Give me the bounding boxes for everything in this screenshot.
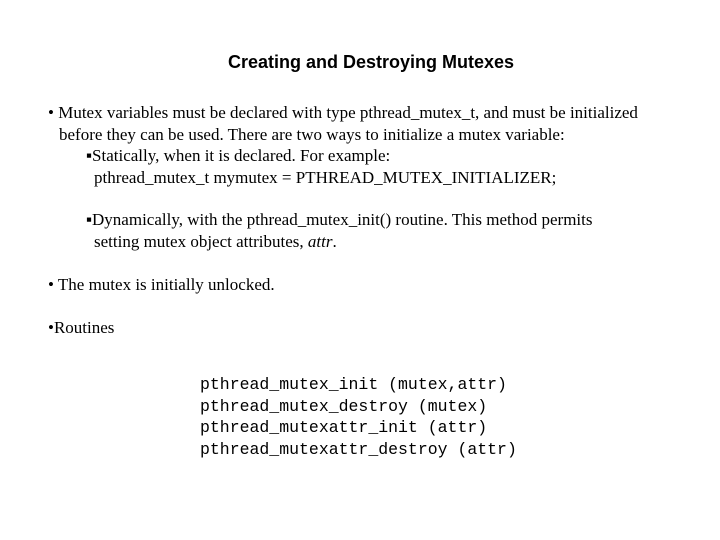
square-bullet-marker: ▪: [86, 146, 93, 165]
routine-line: pthread_mutex_init (mutex,attr): [200, 375, 507, 394]
routines-code-block: [200, 374, 517, 460]
attr-italic: attr: [307, 231, 333, 251]
bullet-routines: [48, 317, 114, 339]
text-suffix: .: [332, 231, 337, 251]
bullet-initially-unlocked: [48, 274, 275, 296]
bullet-marker: •: [48, 318, 54, 337]
text-prefix: setting mutex object attributes,: [94, 231, 308, 251]
bullet-marker: •: [48, 275, 54, 294]
sub-bullet-line: [86, 145, 686, 167]
bullet-text: Routines: [53, 318, 115, 337]
slide-title: Creating and Destroying Mutexes: [227, 52, 515, 72]
bullet-text: Mutex variables must be declared with type pthread_mutex_t, and must be initialized: [58, 103, 638, 122]
square-bullet-marker: ▪: [86, 210, 93, 229]
bullet-text-continued: before they can be used. There are two ways to initialize a mutex variable:: [59, 124, 565, 144]
sub-bullet-text-continued: [86, 231, 686, 253]
sub-bullet-text: Dynamically, with the pthread_mutex_init() routine. This method permits: [92, 210, 593, 229]
static-init-example: pthread_mutex_t mymutex = PTHREAD_MUTEX_INITIALIZER;: [94, 167, 557, 187]
bullet-marker: •: [48, 103, 54, 122]
sub-bullet-static: [86, 145, 686, 188]
sub-bullet-dynamic: [86, 209, 686, 252]
bullet-line: [48, 102, 708, 124]
bullet-mutex-declaration: [48, 102, 708, 145]
routine-line: pthread_mutexattr_destroy (attr): [200, 439, 517, 459]
sub-bullet-text: Statically, when it is declared. For example:: [92, 146, 391, 165]
routine-line: pthread_mutex_destroy (mutex): [200, 396, 488, 416]
bullet-text: The mutex is initially unlocked.: [57, 275, 275, 294]
sub-bullet-line: [86, 209, 686, 231]
routine-line: pthread_mutexattr_init (attr): [200, 418, 488, 437]
